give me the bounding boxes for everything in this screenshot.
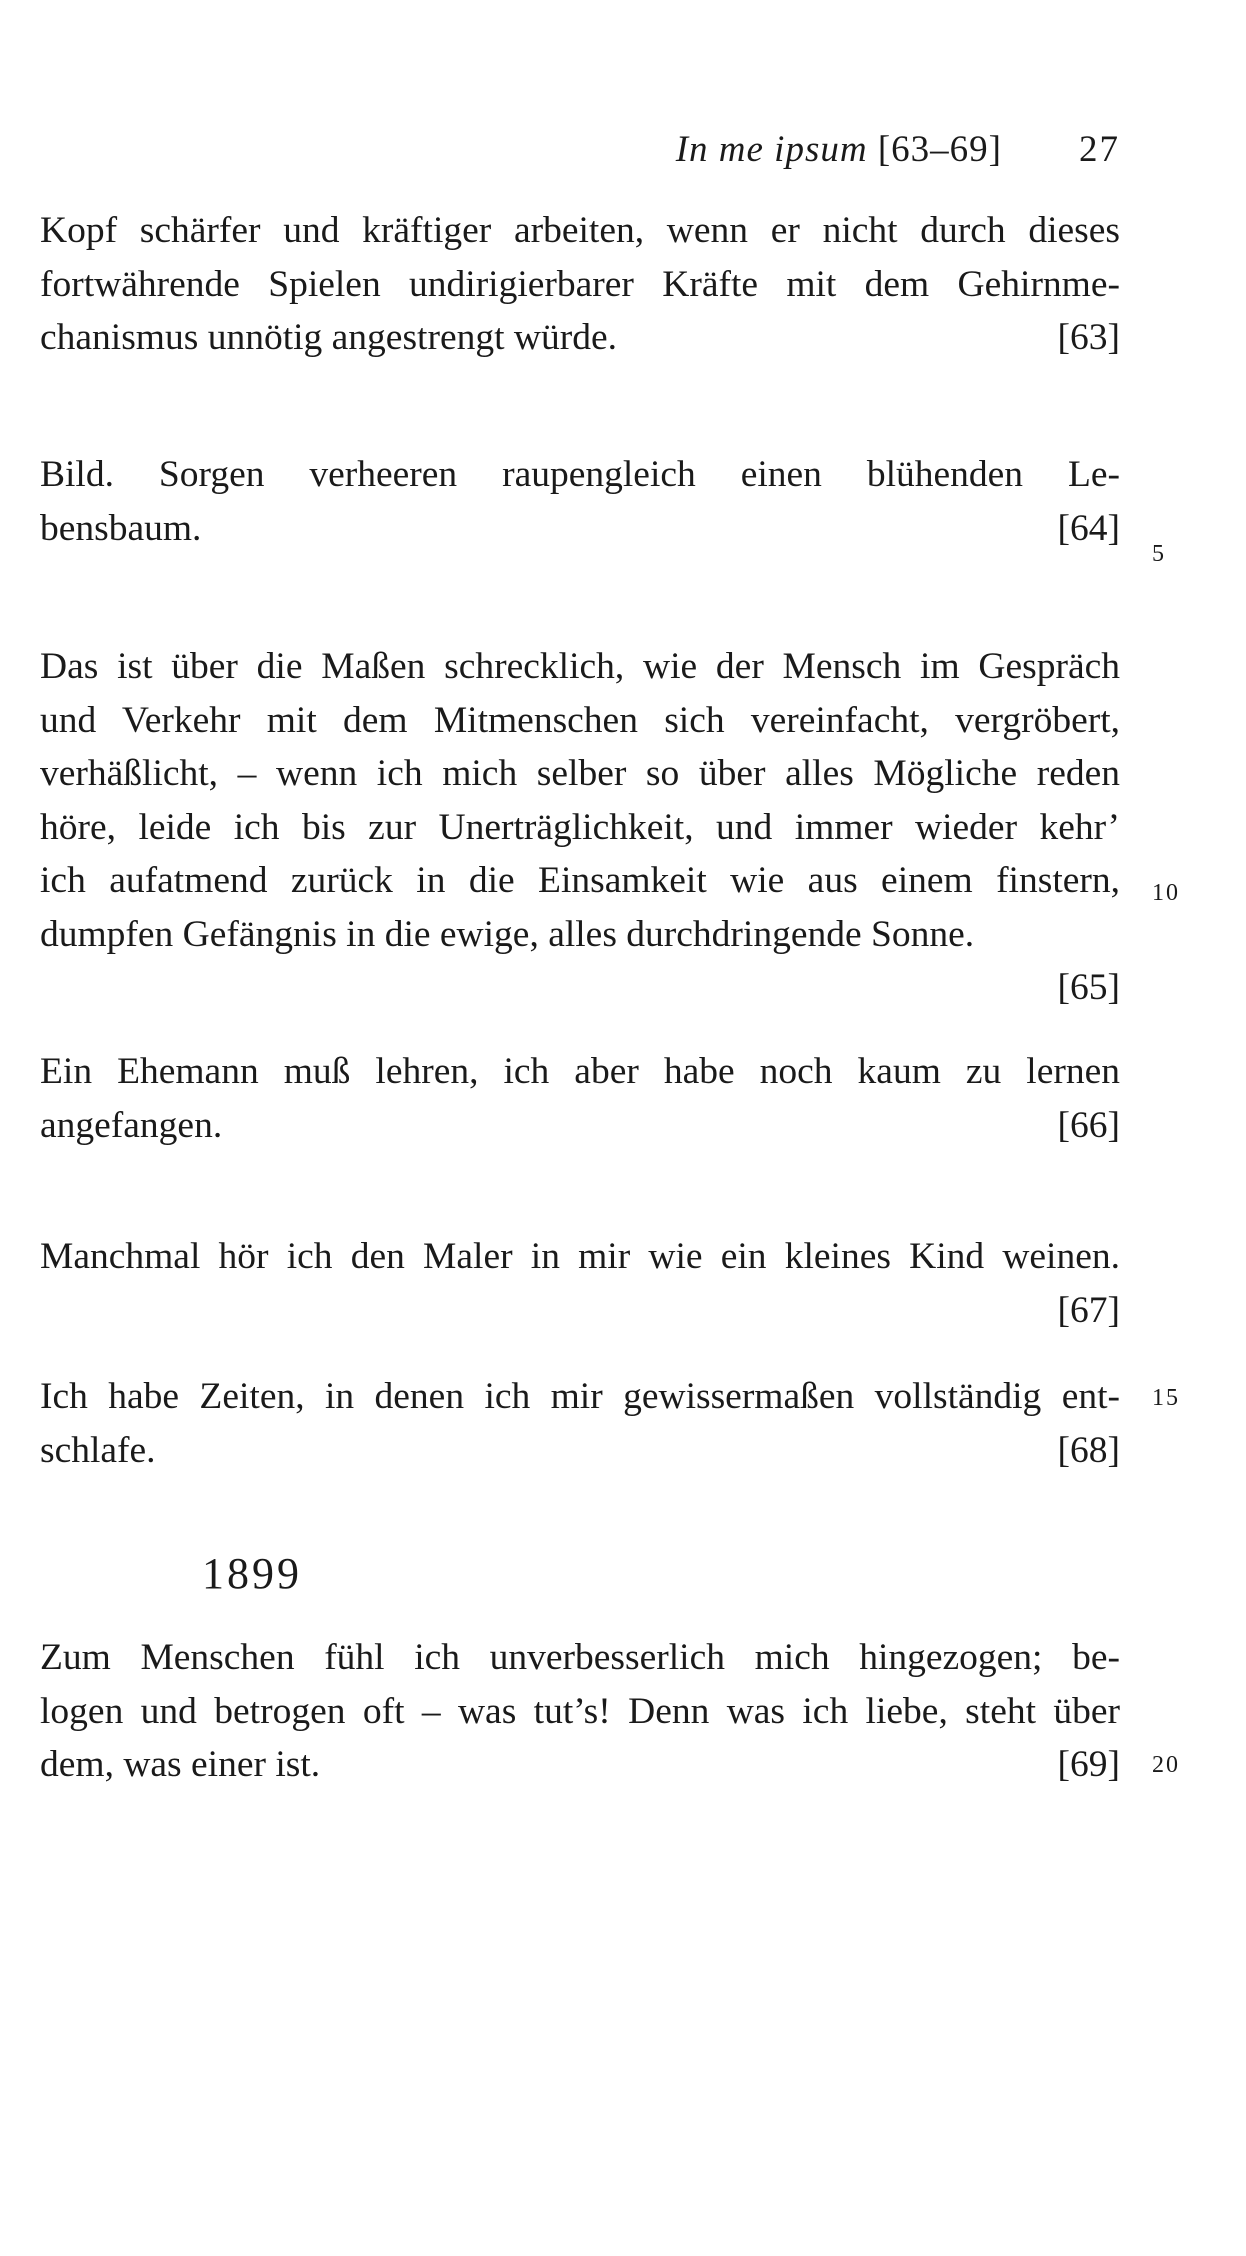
entry-66 bbox=[40, 1045, 1120, 1152]
entry-line-text: chanismus unnötig angestrengt würde. bbox=[40, 317, 617, 358]
entry-line: und Verkehr mit dem Mitmenschen sich vereinfacht, vergröbert, bbox=[40, 699, 1120, 741]
running-title bbox=[676, 128, 1002, 171]
entry-line: Ein Ehemann muß lehren, ich aber habe noch kaum zu lernen bbox=[40, 1051, 1120, 1092]
running-header bbox=[40, 128, 1120, 178]
line-number-10: 10 bbox=[1152, 880, 1180, 906]
entry-line: Manchmal hör ich den Maler in mir wie ein kleines Kind weinen. bbox=[40, 1236, 1120, 1277]
entry-number: [65] bbox=[1057, 967, 1120, 1008]
entry-number: [68] bbox=[1057, 1429, 1120, 1471]
entry-65 bbox=[40, 640, 1120, 1015]
entry-line: logen und betrogen oft – was tut’s! Denn was ich liebe, steht über bbox=[40, 1690, 1120, 1732]
entry-number: [69] bbox=[1057, 1744, 1120, 1785]
entry-line: verhäßlicht, – wenn ich mich selber so über alles Mögliche reden bbox=[40, 753, 1120, 794]
entry-line-text: schlafe. bbox=[40, 1429, 156, 1471]
entry-line: Das ist über die Maßen schrecklich, wie der Mensch im Gespräch bbox=[40, 646, 1120, 687]
entry-67 bbox=[40, 1230, 1120, 1337]
year-heading: 1899 bbox=[202, 1549, 302, 1598]
entry-number: [63] bbox=[1057, 317, 1120, 358]
entry-line-last bbox=[40, 311, 1120, 365]
entry-64 bbox=[40, 448, 1120, 555]
entry-line: Ich habe Zeiten, in denen ich mir gewissermaßen vollständig ent- bbox=[40, 1376, 1120, 1417]
running-title-text: In me ipsum bbox=[675, 129, 868, 170]
entry-number: [66] bbox=[1057, 1104, 1120, 1146]
line-number-20: 20 bbox=[1152, 1752, 1180, 1778]
entry-number: [64] bbox=[1057, 507, 1120, 549]
entry-line: Bild. Sorgen verheeren raupengleich einen blühenden Le- bbox=[40, 454, 1120, 495]
entry-68 bbox=[40, 1370, 1120, 1477]
entry-69 bbox=[40, 1631, 1120, 1792]
line-number-5: 5 bbox=[1152, 541, 1166, 567]
running-title-range: [63–69] bbox=[877, 129, 1002, 170]
entry-number: [67] bbox=[1057, 1289, 1120, 1331]
entry-line: Kopf schärfer und kräftiger arbeiten, wenn er nicht durch dieses bbox=[40, 210, 1120, 251]
entry-line: ich aufatmend zurück in die Einsamkeit wie aus einem finstern, bbox=[40, 860, 1120, 901]
entry-line-last bbox=[40, 1099, 1120, 1153]
entry-line: fortwährende Spielen undirigierbarer Kräfte mit dem Gehirnme- bbox=[40, 263, 1120, 305]
entry-line-text: angefangen. bbox=[40, 1104, 223, 1146]
entry-line: Zum Menschen fühl ich unverbesserlich mich hingezogen; be- bbox=[40, 1637, 1120, 1678]
line-number-15: 15 bbox=[1152, 1385, 1180, 1411]
entry-63 bbox=[40, 204, 1120, 365]
entry-line-last bbox=[40, 1738, 1120, 1792]
entry-line-text: dem, was einer ist. bbox=[40, 1744, 321, 1785]
entry-line-last: dumpfen Gefängnis in die ewige, alles durchdringende Sonne. bbox=[40, 913, 975, 955]
entry-line: höre, leide ich bis zur Unerträglichkeit, und immer wieder kehr’ bbox=[40, 806, 1120, 848]
page-number: 27 bbox=[1079, 129, 1120, 170]
entry-line-last bbox=[40, 502, 1120, 556]
entry-line-text: bensbaum. bbox=[40, 507, 202, 549]
entry-line-last bbox=[40, 1424, 1120, 1478]
